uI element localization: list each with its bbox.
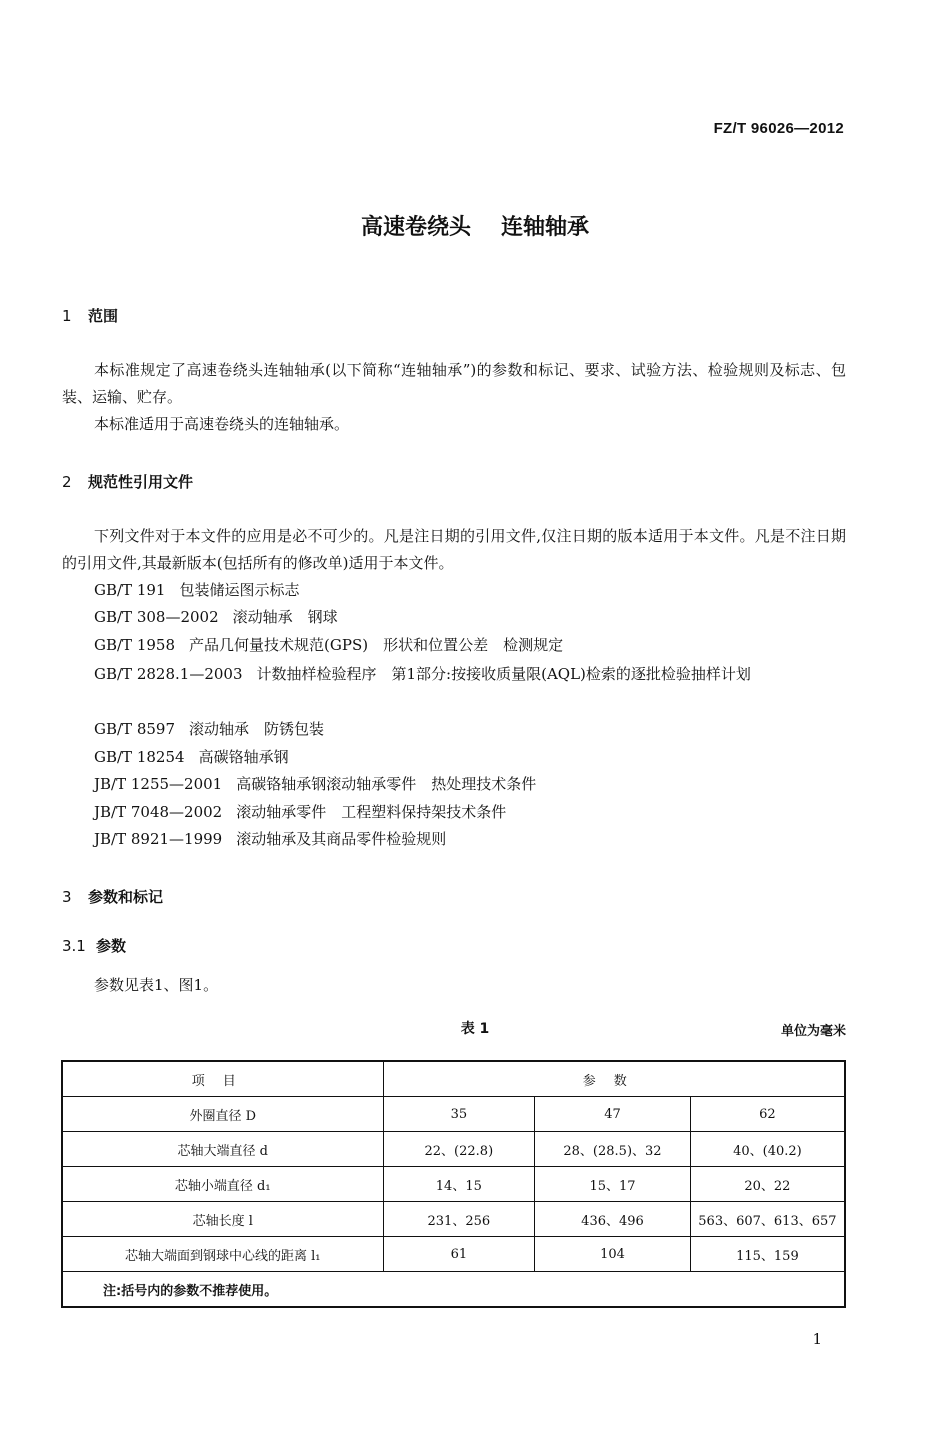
ref-item	[94, 744, 289, 771]
ref-code: JB/T 1255—2001	[94, 775, 223, 793]
section1-title: 范围	[88, 307, 119, 325]
ref-item	[94, 604, 338, 631]
header-params: 参数	[383, 1061, 845, 1097]
row-value: 563、607、613、657	[690, 1202, 845, 1237]
table-row	[62, 1132, 845, 1167]
table-note-row	[62, 1272, 845, 1308]
row-item: 芯轴长度 l	[62, 1202, 383, 1237]
ref-code: GB/T 18254	[94, 748, 185, 766]
section3-heading	[62, 886, 163, 907]
ref-name: 高碳铬轴承钢	[198, 748, 289, 766]
ref-name: 包装储运图示标志	[179, 581, 300, 599]
table-row	[62, 1202, 845, 1237]
row-value: 22、(22.8)	[383, 1132, 535, 1167]
ref-code: GB/T 308—2002	[94, 608, 219, 626]
row-item: 芯轴大端面到钢球中心线的距离 l₁	[62, 1237, 383, 1272]
row-value: 436、496	[535, 1202, 691, 1237]
row-item: 芯轴大端直径 d	[62, 1132, 383, 1167]
parameters-table	[61, 1060, 846, 1308]
ref-item	[94, 826, 446, 853]
section1-heading	[62, 305, 118, 326]
table-unit: 单位为毫米	[780, 1024, 846, 1039]
row-item: 外圈直径 D	[62, 1097, 383, 1132]
row-value: 47	[535, 1097, 691, 1132]
document-title	[0, 210, 950, 241]
ref-item	[94, 577, 299, 604]
table-header-row	[62, 1061, 845, 1097]
ref-item	[94, 771, 536, 798]
title-part1: 高速卷绕头	[360, 215, 471, 240]
row-value: 35	[383, 1097, 535, 1132]
title-part2: 连轴轴承	[501, 215, 590, 240]
row-value: 231、256	[383, 1202, 535, 1237]
page-number: 1	[812, 1330, 822, 1348]
ref-code: GB/T 8597	[94, 720, 176, 738]
row-value: 14、15	[383, 1167, 535, 1202]
table-row	[62, 1097, 845, 1132]
section2-number: 2	[62, 473, 72, 491]
ref-name: 滚动轴承 钢球	[232, 608, 338, 626]
section1-number: 1	[62, 307, 72, 325]
row-value: 28、(28.5)、32	[535, 1132, 691, 1167]
row-item: 芯轴小端直径 d₁	[62, 1167, 383, 1202]
table-row	[62, 1237, 845, 1272]
ref-code: JB/T 8921—1999	[94, 830, 223, 848]
section2-title: 规范性引用文件	[88, 473, 194, 491]
ref-item	[62, 661, 846, 688]
ref-name: 高碳铬轴承钢滚动轴承零件 热处理技术条件	[236, 775, 537, 793]
table-row	[62, 1167, 845, 1202]
standard-number: FZ/T 96026—2012	[713, 120, 844, 137]
ref-code: GB/T 1958	[94, 636, 176, 654]
section3-number: 3	[62, 888, 72, 906]
section1-paragraph-2: 本标准适用于高速卷绕头的连轴轴承。	[94, 415, 350, 433]
row-value: 40、(40.2)	[690, 1132, 845, 1167]
row-value: 15、17	[535, 1167, 691, 1202]
ref-item	[94, 799, 506, 826]
ref-code: JB/T 7048—2002	[94, 803, 223, 821]
ref-code: GB/T 2828.1—2003	[94, 665, 243, 683]
ref-name: 滚动轴承零件 工程塑料保持架技术条件	[236, 803, 507, 821]
ref-item	[94, 632, 563, 659]
subsection-title: 参数	[96, 937, 127, 955]
subsection-3-1-text: 参数见表1、图1。	[94, 976, 219, 994]
ref-name: 滚动轴承 防锈包装	[189, 720, 325, 738]
row-value: 62	[690, 1097, 845, 1132]
row-value: 115、159	[690, 1237, 845, 1272]
subsection-number: 3.1	[62, 937, 86, 955]
ref-item	[94, 716, 324, 743]
header-item: 项目	[62, 1061, 383, 1097]
row-value: 61	[383, 1237, 535, 1272]
row-value: 20、22	[690, 1167, 845, 1202]
ref-name: 滚动轴承及其商品零件检验规则	[236, 830, 447, 848]
ref-name: 产品几何量技术规范(GPS) 形状和位置公差 检测规定	[189, 636, 564, 654]
ref-code: GB/T 191	[94, 581, 166, 599]
row-value: 104	[535, 1237, 691, 1272]
subsection-3-1-heading	[62, 935, 126, 956]
section1-paragraph-1: 本标准规定了高速卷绕头连轴轴承(以下简称“连轴轴承”)的参数和标记、要求、试验方法、检验规则及标志、包装、运输、贮存。	[62, 361, 846, 406]
ref-name: 计数抽样检验程序 第1部分:按接收质量限(AQL)检索的逐批检验抽样计划	[256, 665, 751, 683]
section3-title: 参数和标记	[88, 888, 164, 906]
table-caption: 表 1	[460, 1021, 490, 1037]
table-note: 注:括号内的参数不推荐使用。	[62, 1272, 845, 1308]
section2-intro: 下列文件对于本文件的应用是必不可少的。凡是注日期的引用文件,仅注日期的版本适用于本文件。凡是不注日期的引用文件,其最新版本(包括所有的修改单)适用于本文件。	[62, 527, 846, 572]
section2-heading	[62, 471, 193, 492]
